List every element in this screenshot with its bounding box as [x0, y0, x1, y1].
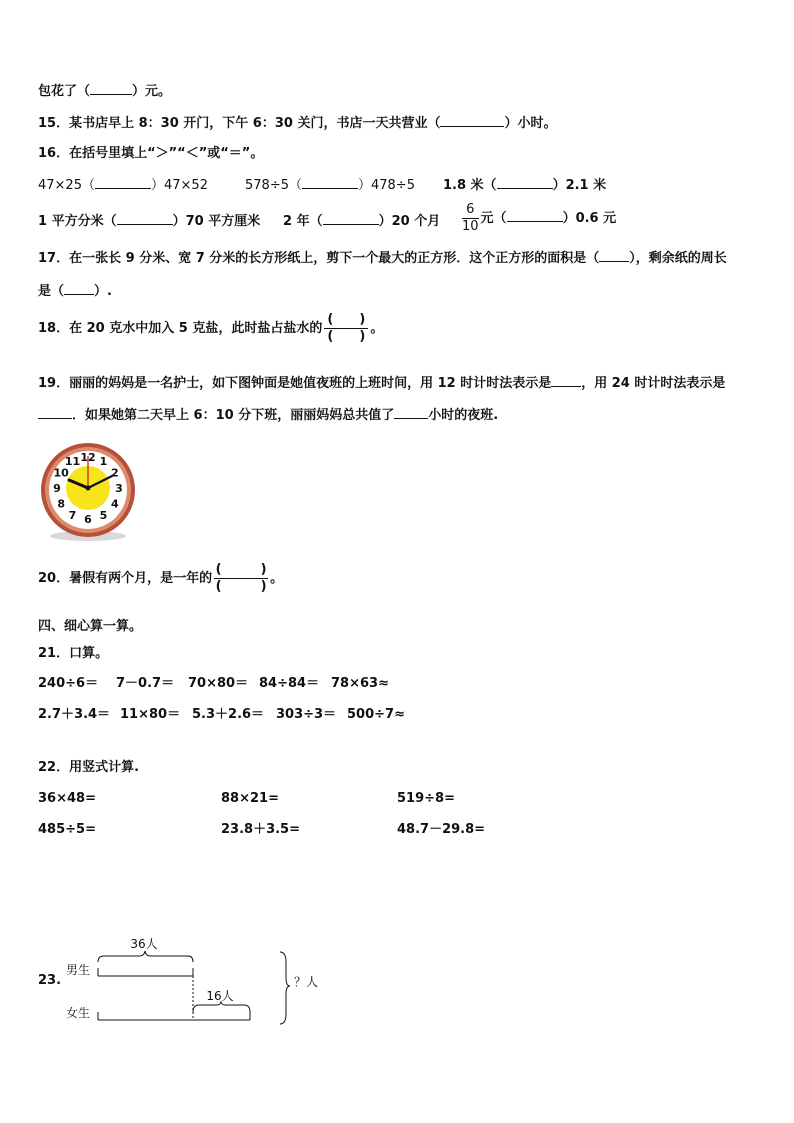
question-16-title: 16．在括号里填上“＞”“＜”或“＝”。: [38, 146, 264, 161]
clock-numeral: 6: [84, 513, 92, 526]
q16-item-6: $\frac{6}{10}$ 元（ ）0.6 元: [462, 202, 617, 234]
answer-blank[interactable]: [95, 176, 151, 189]
diff-label: 16人: [206, 989, 234, 1003]
answer-blank[interactable]: [599, 249, 629, 262]
question-21-title: 21．口算。: [38, 646, 109, 661]
q22-item: 88×21=: [221, 791, 279, 806]
question-17-line-1: 17．在一张长 9 分米、宽 7 分米的长方形纸上，剪下一个最大的正方形．这个正方形的面积是（ ），剩余纸的周长: [38, 251, 727, 266]
q22-item: 48.7－29.8=: [397, 822, 486, 837]
q22-item: 519÷8=: [397, 791, 455, 806]
section-heading: 四、细心算一算。: [38, 619, 143, 634]
q21-item: 240÷6＝: [38, 676, 99, 691]
q21-item: 303÷3＝: [276, 707, 337, 722]
q21-item: 5.3＋2.6＝: [192, 707, 265, 722]
q21-item: 11×80＝: [120, 707, 181, 722]
question-22-title: 22．用竖式计算.: [38, 760, 140, 775]
clock-numeral: 1: [99, 455, 108, 469]
q22-item: 485÷5=: [38, 822, 96, 837]
question-15: 15．某书店早上 8：30 开门，下午 6：30 关门，书店一天共营业（ ）小时。: [38, 116, 557, 131]
q21-item: 84÷84＝: [259, 676, 320, 691]
q16-item-1: 47×25（ ）47×52: [38, 178, 208, 193]
fraction: $\frac{6}{10}$: [462, 202, 479, 234]
q22-item: 23.8＋3.5=: [221, 822, 300, 837]
answer-blank[interactable]: [394, 406, 428, 419]
q21-item: 7－0.7＝: [116, 676, 175, 691]
boys-label: 男生: [66, 963, 91, 977]
clock-numeral: 12: [80, 451, 96, 464]
question-19-line-1: 19．丽丽的妈妈是一名护士，如下图钟面是她值夜班的上班时间，用 12 时计时法表示是 ，用 24 时计时法表示是: [38, 376, 726, 391]
answer-blank[interactable]: [323, 212, 379, 225]
answer-blank[interactable]: [440, 114, 504, 127]
answer-blank[interactable]: [551, 374, 581, 387]
answer-fraction[interactable]: $\frac{( )}{( )}$: [215, 562, 267, 594]
total-label: ？人: [294, 975, 319, 989]
boys-brace: [98, 951, 193, 962]
q14-tail: 包花了（ ）元。: [38, 84, 172, 99]
clock-numeral: 5: [99, 508, 108, 522]
clock-numeral: 3: [115, 482, 123, 495]
question-23-number: 23.: [38, 973, 62, 988]
q21-item: 78×63≈: [331, 676, 389, 691]
clock-numeral: 9: [53, 482, 61, 495]
boys-count-label: 36人: [130, 937, 158, 951]
q21-item: 2.7＋3.4＝: [38, 707, 111, 722]
question-19-line-2: ．如果她第二天早上 6：10 分下班，丽丽妈妈总共值了 小时的夜班.: [38, 406, 498, 425]
answer-blank[interactable]: [117, 212, 173, 225]
q21-item: 70×80＝: [188, 676, 249, 691]
q21-item: 500÷7≈: [347, 707, 405, 722]
total-brace: [280, 952, 290, 1024]
q16-item-3: 1.8 米（ ）2.1 米: [443, 178, 607, 193]
q16-item-4: 1 平方分米（ ）70 平方厘米: [38, 214, 261, 229]
clock-numeral: 4: [110, 497, 119, 511]
answer-blank[interactable]: [302, 176, 358, 189]
clock-numeral: 8: [57, 497, 66, 511]
q23-line-diagram: [60, 930, 340, 1030]
answer-blank[interactable]: [90, 82, 132, 95]
clock-numeral: 2: [110, 466, 119, 480]
girls-label: 女生: [66, 1006, 91, 1020]
answer-blank[interactable]: [64, 282, 94, 295]
q22-item: 36×48=: [38, 791, 96, 806]
answer-blank[interactable]: [38, 406, 72, 419]
clock-numeral: 7: [68, 508, 77, 522]
clock-image: [38, 440, 138, 542]
question-20: 20．暑假有两个月，是一年的 $\frac{( )}{( )}$ 。: [38, 562, 284, 594]
q16-item-2: 578÷5（ ）478÷5: [245, 178, 415, 193]
answer-blank[interactable]: [507, 209, 563, 222]
diff-brace: [193, 1002, 250, 1012]
question-17-line-2: 是（ ）.: [38, 284, 112, 299]
question-18: 18．在 20 克水中加入 5 克盐，此时盐占盐水的 $\frac{( )}{( )}$ 。: [38, 312, 384, 344]
clock-numeral: 11: [64, 455, 81, 469]
answer-blank[interactable]: [497, 176, 553, 189]
clock-numeral: 10: [53, 466, 69, 480]
answer-fraction[interactable]: $\frac{( )}{( )}$: [324, 312, 368, 345]
q16-item-5: 2 年（ ）20 个月: [283, 214, 441, 229]
